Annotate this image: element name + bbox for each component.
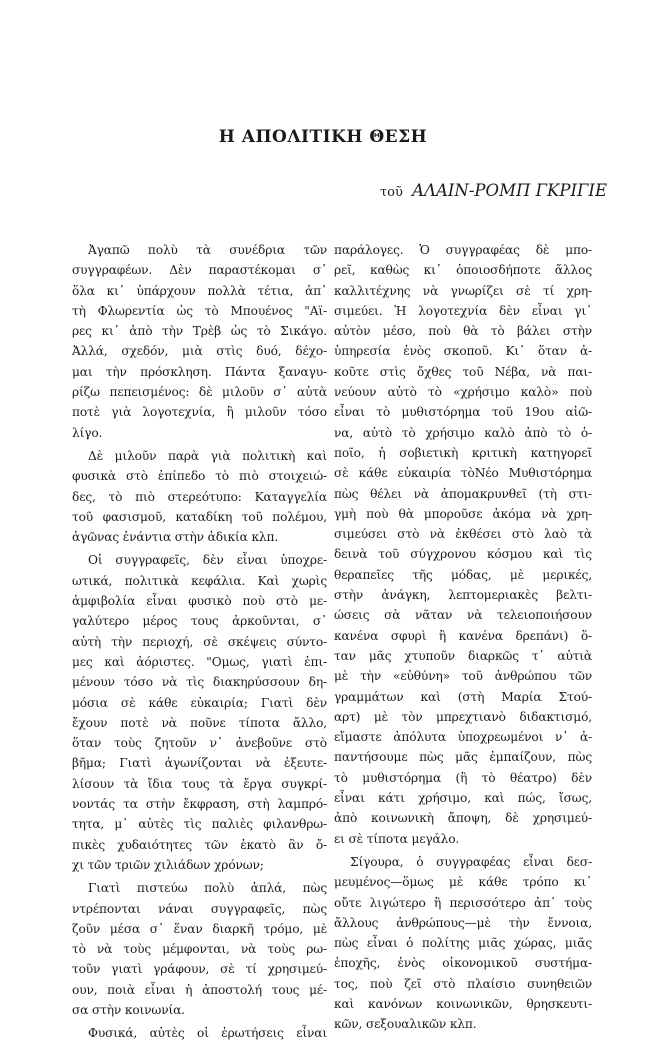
byline-prefix: τοῦ: [379, 185, 403, 200]
text-line: ωτικά, πολιτικὰ κεφάλια. Καὶ χωρὶς: [72, 573, 327, 588]
text-line: σιμεύει. Ἡ λογοτεχνία δὲν εἶναι γι᾿: [334, 303, 592, 318]
text-line: χι τῶν τριῶν χιλιάδων χρόνων;: [72, 857, 264, 872]
text-line: καλλιτέχνης νὰ γνωρίζει σὲ τί χρη-: [334, 283, 592, 298]
text-line: ὑπηρεσία ἑνὸς σκοποῦ. Κι᾿ ὅταν ἀ-: [334, 344, 592, 359]
text-line: εἶναι κάτι χρήσιμο, καὶ πώς, ἴσως,: [334, 791, 592, 806]
text-line: ἔχουν ποτὲ νὰ ποῦνε τίποτα ἄλλο,: [72, 715, 327, 730]
text-line: ποτὲ γιὰ λογοτεχνία, ἢ μιλοῦν τόσο: [72, 405, 327, 420]
text-line: μένουν τόσο νὰ τὶς διακηρύσσουν δη-: [72, 675, 327, 690]
text-line: μευμένος—ὅμως μὲ κάθε τρόπο κι᾿: [334, 875, 592, 890]
text-line: δεινὰ τοῦ σύγχρονου κόσμου καὶ τὶς: [334, 547, 592, 562]
text-line: παράλογες. Ὁ συγγραφέας δὲ μπο-: [334, 243, 592, 257]
text-line: σιμεύσει στὸ νὰ ἐκθέσει στὸ λαὸ τὰ: [334, 527, 592, 542]
text-line: μαι τὴν πρόσκληση. Πάντα ξαναγυ-: [72, 364, 327, 379]
text-line: τοῦν γιατὶ γράφουν, σὲ τί χρησιμεύ-: [72, 962, 327, 977]
text-line: τοῦ φασισμοῦ, καταδίκη τοῦ πολέμου,: [72, 509, 327, 524]
text-line: Φυσικά, αὐτὲς οἱ ἐρωτήσεις εἶναι: [88, 1026, 327, 1041]
text-line: πικὲς χυδαιότητες τῶν ἑκατὸ ἂν ὄ-: [72, 837, 327, 852]
text-line: λίγο.: [72, 425, 103, 440]
text-line: τὸ νὰ τοὺς μέμφονται, νὰ τοὺς ρω-: [72, 942, 327, 957]
left-column: [72, 240, 327, 1044]
text-line: πὼς εἶναι ὁ πολίτης μιᾶς χώρας, μιᾶς: [334, 936, 592, 951]
text-line: Γιατὶ πιστεύω πολὺ ἁπλά, πὼς: [88, 881, 327, 896]
text-line: νοντάς τα στὴν ἔκφραση, στὴ λαμπρό-: [72, 797, 327, 812]
text-line: ὅλα κι᾿ ὑπάρχουν πολλὰ τέτια, ἀπ᾿: [72, 283, 327, 298]
text-line: ει σὲ τίποτα μεγάλο.: [334, 831, 460, 846]
text-line: τος, ποὺ ζεῖ στὸ πλαίσιο συνηθειῶν: [334, 976, 592, 991]
text-line: ἐποχῆς, ἑνὸς οἰκονομικοῦ συστήμα-: [334, 956, 592, 971]
text-line: ποῖο, ἡ σοβιετικὴ κριτικὴ κατηγορεῖ: [334, 445, 592, 460]
text-line: σα στὴν κοινωνία.: [72, 1002, 185, 1017]
text-line: κῶν, σεξουαλικῶν κλπ.: [334, 1017, 477, 1032]
author-name: ΑΛΑΙΝ-ΡΟΜΠ ΓΚΡΙΓΙΕ: [412, 181, 607, 200]
byline: [342, 181, 607, 200]
text-line: τητα, μ᾿ αὐτὲς τὶς παλιὲς φιλανθρω-: [72, 817, 327, 832]
text-line: εἶναι τὸ μυθιστόρημα τοῦ 19ου αἰῶ-: [334, 405, 592, 420]
text-line: γμὴ ποὺ θὰ μποροῦσε ἀκόμα νὰ χρη-: [334, 506, 592, 521]
text-line: βῆμα; Γιατὶ ἀγωνίζονται νὰ ἐξευτε-: [72, 756, 327, 771]
text-line: δες, τὸ πιὸ στερεότυπο: Καταγγελία: [72, 489, 327, 504]
right-column: [334, 240, 592, 1035]
text-line: παντήσουμε πὼς μᾶς ἐμπαίζουν, πὼς: [334, 750, 592, 765]
text-line: ώσεις σὰ νᾶταν νὰ τελειοποιήσουν: [334, 608, 592, 623]
text-line: ζοῦν μέσα σ᾿ ἕναν διαρκῆ τρόμο, μὲ: [72, 921, 327, 936]
text-line: κοῦτε στὶς ὄχθες τοῦ Νέβα, νὰ παι-: [334, 364, 592, 379]
text-line: λίσουν τὰ ἴδια τους τὰ ἔργα συγκρί-: [72, 776, 327, 791]
text-line: Ἀγαπῶ πολὺ τὰ συνέδρια τῶν: [88, 243, 327, 257]
text-line: ὅταν τοὺς ζητοῦν ν᾿ ἀνεβοῦνε στὸ: [72, 736, 327, 751]
text-line: πὼς θέλει νὰ ἀπομακρυνθεῖ (τὴ στι-: [334, 486, 592, 501]
text-line: νεύουν αὐτὸ τὸ «χρήσιμο καλὸ» ποὺ: [334, 385, 592, 400]
article-title: Η ΑΠΟΛΙΤΙΚΗ ΘΕΣΗ: [218, 127, 428, 147]
text-line: ἀπὸ κοινωνικὴ ἄποψη, δὲ χρησιμεύ-: [334, 811, 592, 826]
text-line: ρεῖ, καθὼς κι᾿ ὁποιοσδήποτε ἄλλος: [334, 263, 592, 278]
text-line: αρτ) μὲ τὸν μπρεχτιανὸ διδακτισμό,: [334, 709, 592, 724]
text-line: αὐτὸν μέσο, ποὺ θὰ τὸ βάλει στὴν: [334, 324, 592, 339]
text-line: γραμμάτων καὶ (στὴ Μαρία Στού-: [334, 689, 592, 704]
text-line: συγγραφέων. Δὲν παραστέκομαι σ᾿: [72, 263, 327, 278]
text-line: Ἀλλά, σχεδόν, μιὰ στὶς δυό, δέχο-: [72, 344, 327, 359]
text-line: ταν μᾶς χτυποῦν διαρκῶς τ᾿ αὐτιὰ: [334, 648, 592, 663]
text-line: ρες κι᾿ ἀπὸ τὴν Τρὲβ ὡς τὸ Σικάγο.: [72, 324, 327, 339]
text-line: στὴν ἀνάγκη, λεπτομεριακὲς βελτι-: [334, 588, 592, 603]
text-line: ἀμφιβολία εἶναι φυσικὸ ποὺ στὸ με-: [72, 594, 327, 609]
text-line: εἴμαστε ἀπόλυτα ὑποχρεωμένοι ν᾿ ἀ-: [334, 730, 592, 745]
text-line: σὲ κάθε εὐκαιρία τὸΝέο Μυθιστόρημα: [334, 466, 592, 481]
text-line: θεραπεῖες τῆς μόδας, μὲ μερικές,: [334, 567, 592, 582]
text-line: τὴ Φλωρεντία ὡς τὸ Μπουένος "Αϊ-: [72, 303, 327, 318]
text-line: μόσια σὲ κάθε εὐκαιρία; Γιατὶ δὲν: [72, 695, 327, 710]
text-line: κανένα σφυρὶ ἢ κανένα δρεπάνι) ὅ-: [334, 628, 592, 643]
text-line: φυσικὰ στὸ ἐπίπεδο τὸ πιὸ στοιχειώ-: [72, 469, 327, 484]
text-line: οὔτε λιγώτερο ἢ περισσότερο ἀπ᾿ τοὺς: [334, 895, 592, 910]
text-line: μες καὶ ἀόριστες. "Ομως, γιατὶ ἐπι-: [72, 654, 327, 669]
text-line: ἀγῶνας ἐνάντια στὴν ἀδικία κλπ.: [72, 530, 279, 545]
text-line: καὶ κανόνων κοινωνικῶν, θρησκευτι-: [334, 996, 592, 1011]
text-line: Σίγουρα, ὁ συγγραφέας εἶναι δεσ-: [350, 854, 592, 869]
text-line: Δὲ μιλοῦν παρὰ γιὰ πολιτικὴ καὶ: [88, 448, 327, 463]
text-line: μὲ τὴν «εὐθύνη» τοῦ ἀνθρώπου τῶν: [334, 669, 592, 684]
text-line: ἄλλους ἀνθρώπους—μὲ τὴν ἔννοια,: [334, 915, 592, 930]
text-line: αὐτὴ τὴν περιοχή, σὲ σκέψεις σύντο-: [72, 634, 327, 649]
text-line: να, αὐτὸ τὸ χρήσιμο καλὸ ἀπὸ τὸ ὁ-: [334, 425, 592, 440]
text-line: τὸ μυθιστόρημα (ἢ τὸ θέατρο) δὲν: [334, 770, 592, 785]
text-line: γαλύτερο μέρος τους ἀρκοῦνται, σ᾿: [72, 614, 327, 629]
text-line: Οἱ συγγραφεῖς, δὲν εἶναι ὑποχρε-: [88, 553, 327, 568]
text-line: ουν, ποιὰ εἶναι ἡ ἀποστολή τους μέ-: [72, 982, 327, 997]
text-line: ντρέπονται νάναι συγγραφεῖς, πὼς: [72, 901, 327, 916]
text-line: ρίζω πεπεισμένος: δὲ μιλοῦν σ᾿ αὐτὰ: [72, 385, 327, 400]
